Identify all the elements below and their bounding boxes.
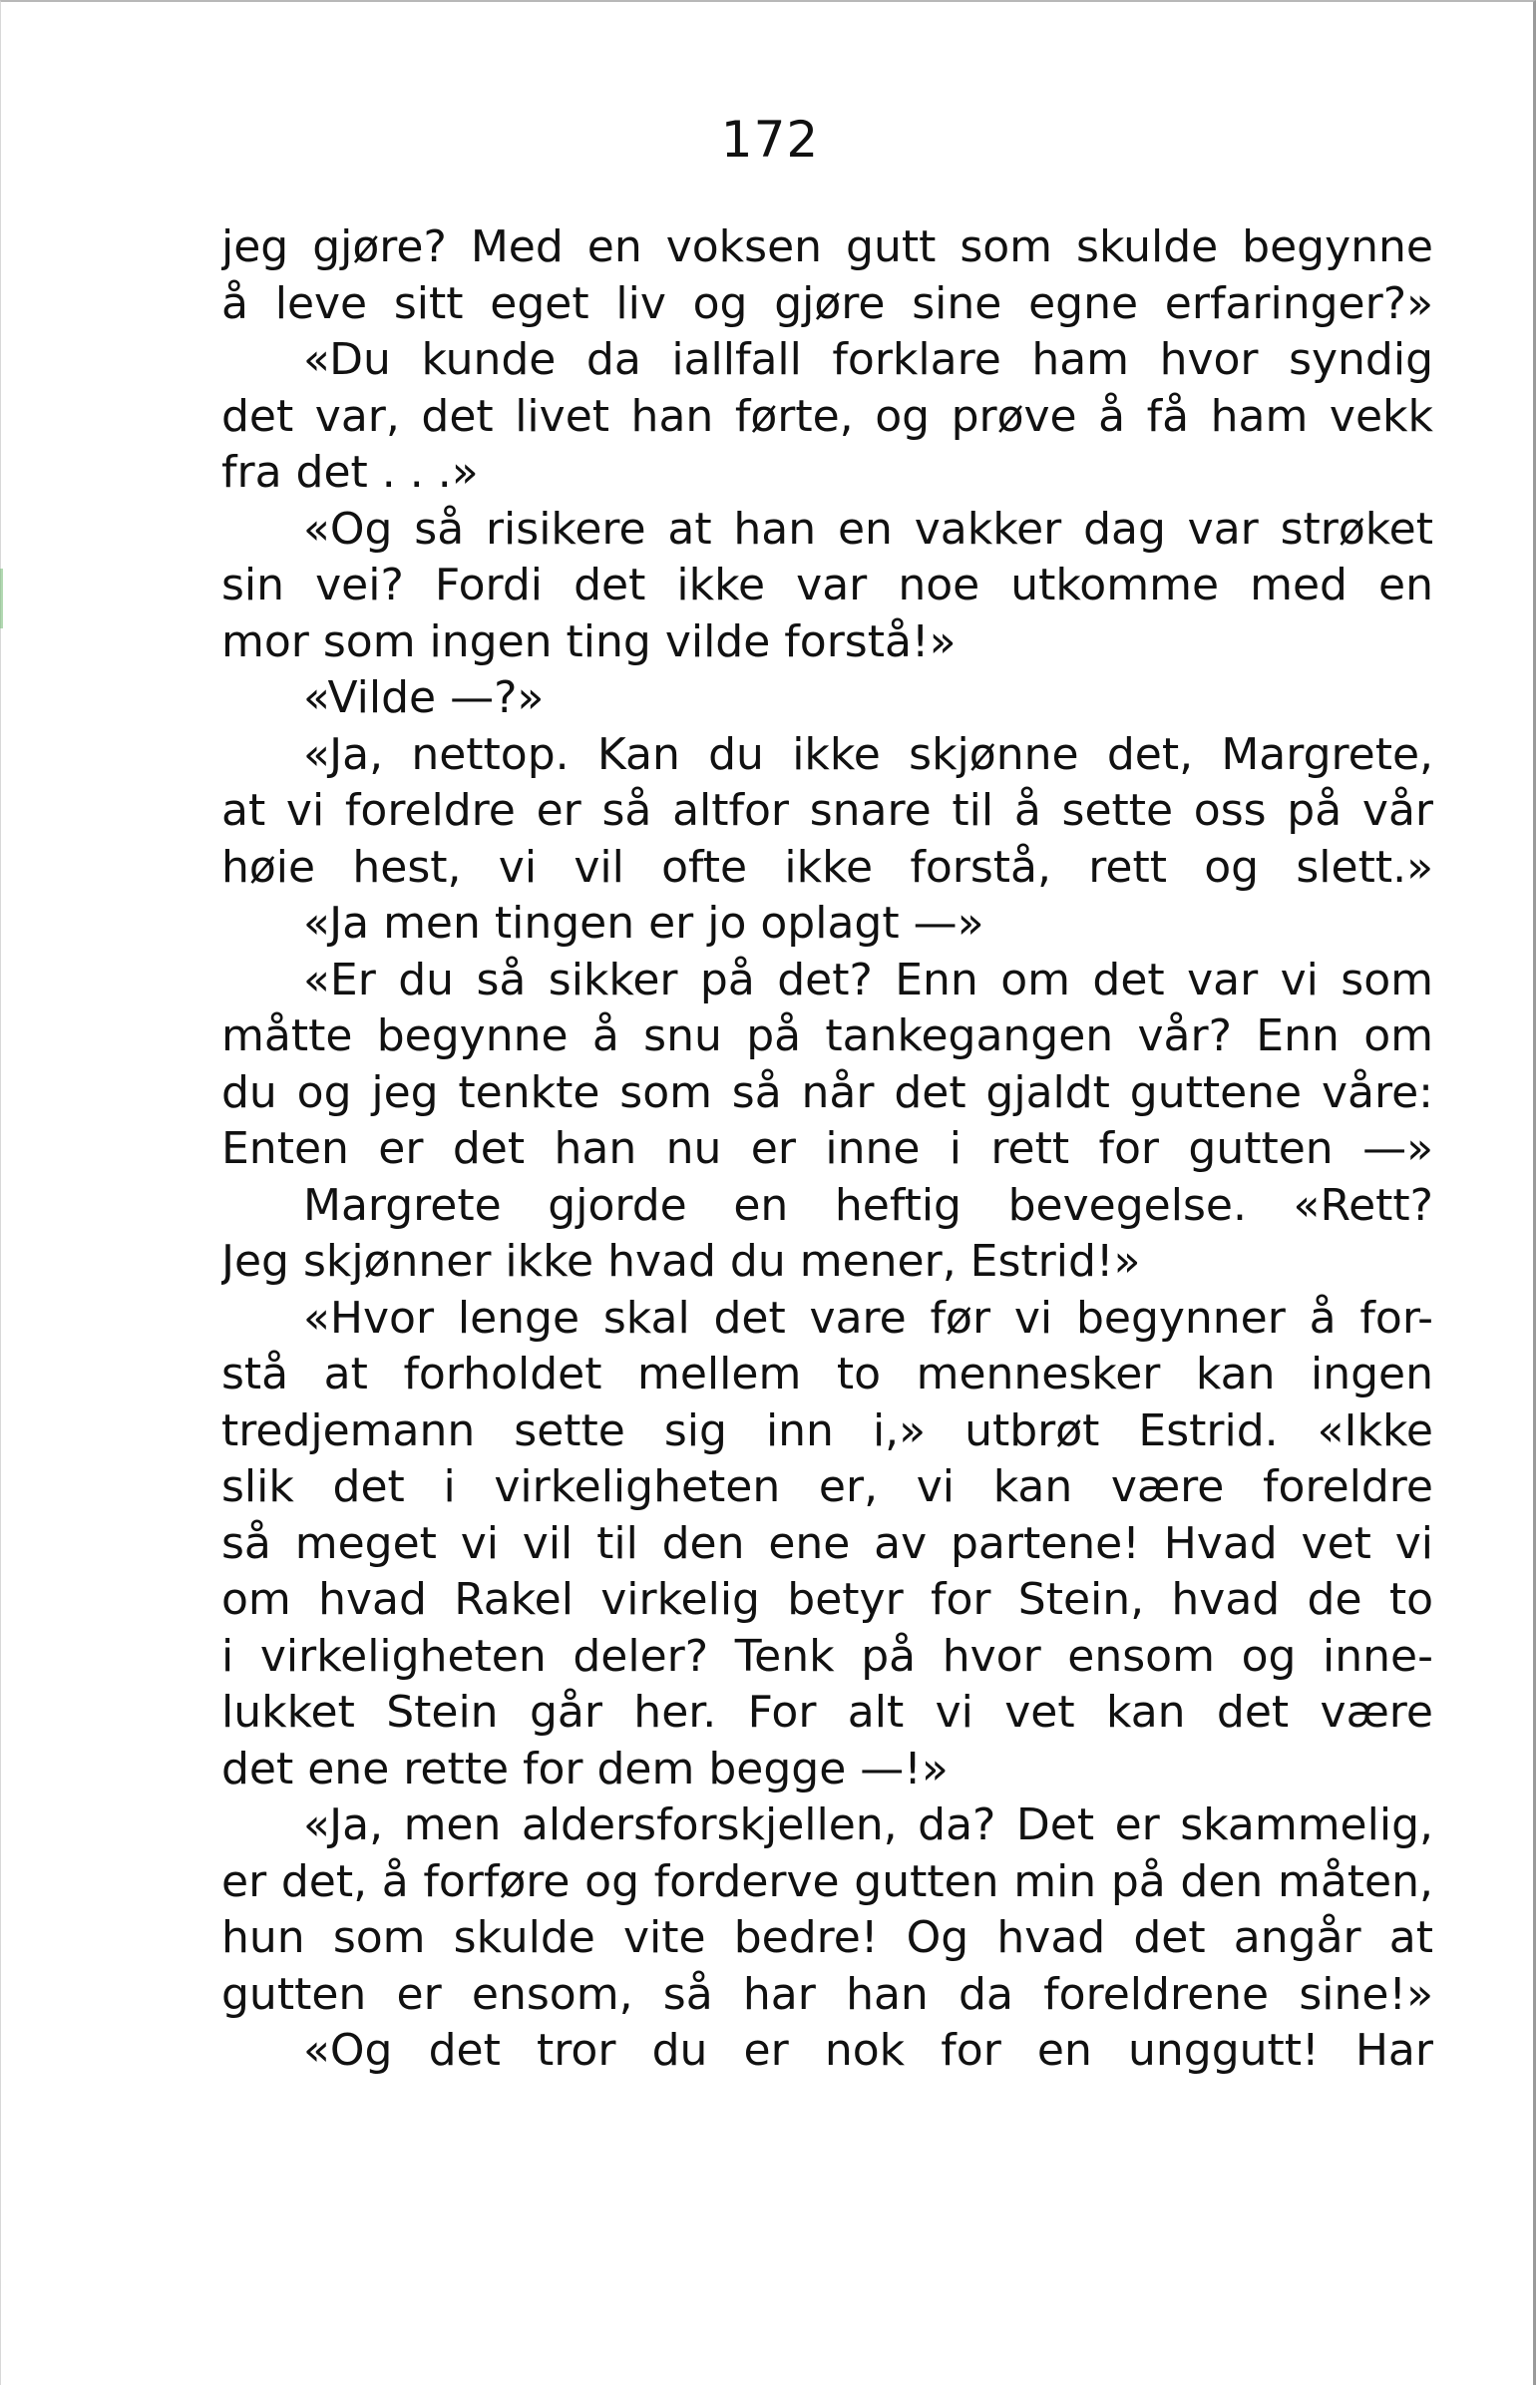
text-line: at vi foreldre er så altfor snare til å sette oss på vår [221, 785, 1433, 836]
text-line: gutten er ensom, så har han da foreldrene sine!» [221, 1968, 1433, 2020]
text-line: «Ja, men aldersforskjellen, da? Det er skammelig, [303, 1799, 1433, 1850]
text-line: «Og så risikere at han en vakker dag var strøket [303, 503, 1433, 555]
text-line: «Ja men tingen er jo oplagt —» [303, 898, 984, 949]
text-line: Enten er det han nu er inne i rett for gutten —» [221, 1123, 1433, 1174]
text-line: «Er du så sikker på det? Enn om det var vi som [303, 954, 1433, 1005]
text-line: lukket Stein går her. For alt vi vet kan det være [221, 1687, 1433, 1738]
text-line: måtte begynne å snu på tankegangen vår? Enn om [221, 1010, 1433, 1061]
text-line: stå at forholdet mellem to mennesker kan ingen [221, 1349, 1433, 1399]
body-text [221, 219, 1433, 2080]
text-line: «Hvor lenge skal det vare før vi begynner å for- [303, 1292, 1433, 1344]
text-line: i virkeligheten deler? Tenk på hvor ensom og inne- [221, 1630, 1433, 1682]
text-line: du og jeg tenkte som så når det gjaldt guttene våre: [221, 1066, 1433, 1118]
text-line: slik det i virkeligheten er, vi kan være foreldre [221, 1461, 1433, 1512]
text-line: Margrete gjorde en heftig bevegelse. «Rett? [303, 1179, 1433, 1231]
text-line: det ene rette for dem begge —!» [221, 1743, 949, 1794]
page-number: 172 [720, 111, 820, 169]
text-line: «Ja, nettop. Kan du ikke skjønne det, Margrete, [303, 728, 1433, 780]
scan-edge-mark [0, 569, 3, 628]
text-line: sin vei? Fordi det ikke var noe utkomme med en [221, 560, 1433, 610]
text-line: tredjemann sette sig inn i,» utbrøt Estrid. «Ikke [221, 1404, 1433, 1456]
text-line: er det, å forføre og forderve gutten min på den måten, [221, 1855, 1433, 1907]
text-line: «Og det tror du er nok for en unggutt! Har [303, 2025, 1433, 2076]
text-line: hun som skulde vite bedre! Og hvad det angår at [221, 1912, 1433, 1963]
text-line: å leve sitt eget liv og gjøre sine egne erfaringer?» [221, 277, 1433, 329]
text-line: så meget vi vil til den ene av partene! Hvad vet vi [221, 1517, 1433, 1569]
text-line: «Du kunde da iallfall forklare ham hvor syndig [303, 334, 1433, 385]
text-line: fra det . . .» [221, 447, 479, 498]
text-line: om hvad Rakel virkelig betyr for Stein, hvad de to [221, 1574, 1433, 1625]
text-line: det var, det livet han førte, og prøve å få ham vekk [221, 390, 1433, 442]
text-line: Jeg skjønner ikke hvad du mener, Estrid!» [221, 1236, 1141, 1287]
text-line: «Vilde —?» [303, 672, 545, 723]
text-line: jeg gjøre? Med en voksen gutt som skulde begynne [221, 221, 1433, 272]
text-line: mor som ingen ting vilde forstå!» [221, 615, 957, 667]
text-line: høie hest, vi vil ofte ikke forstå, rett og slett.» [221, 841, 1433, 893]
